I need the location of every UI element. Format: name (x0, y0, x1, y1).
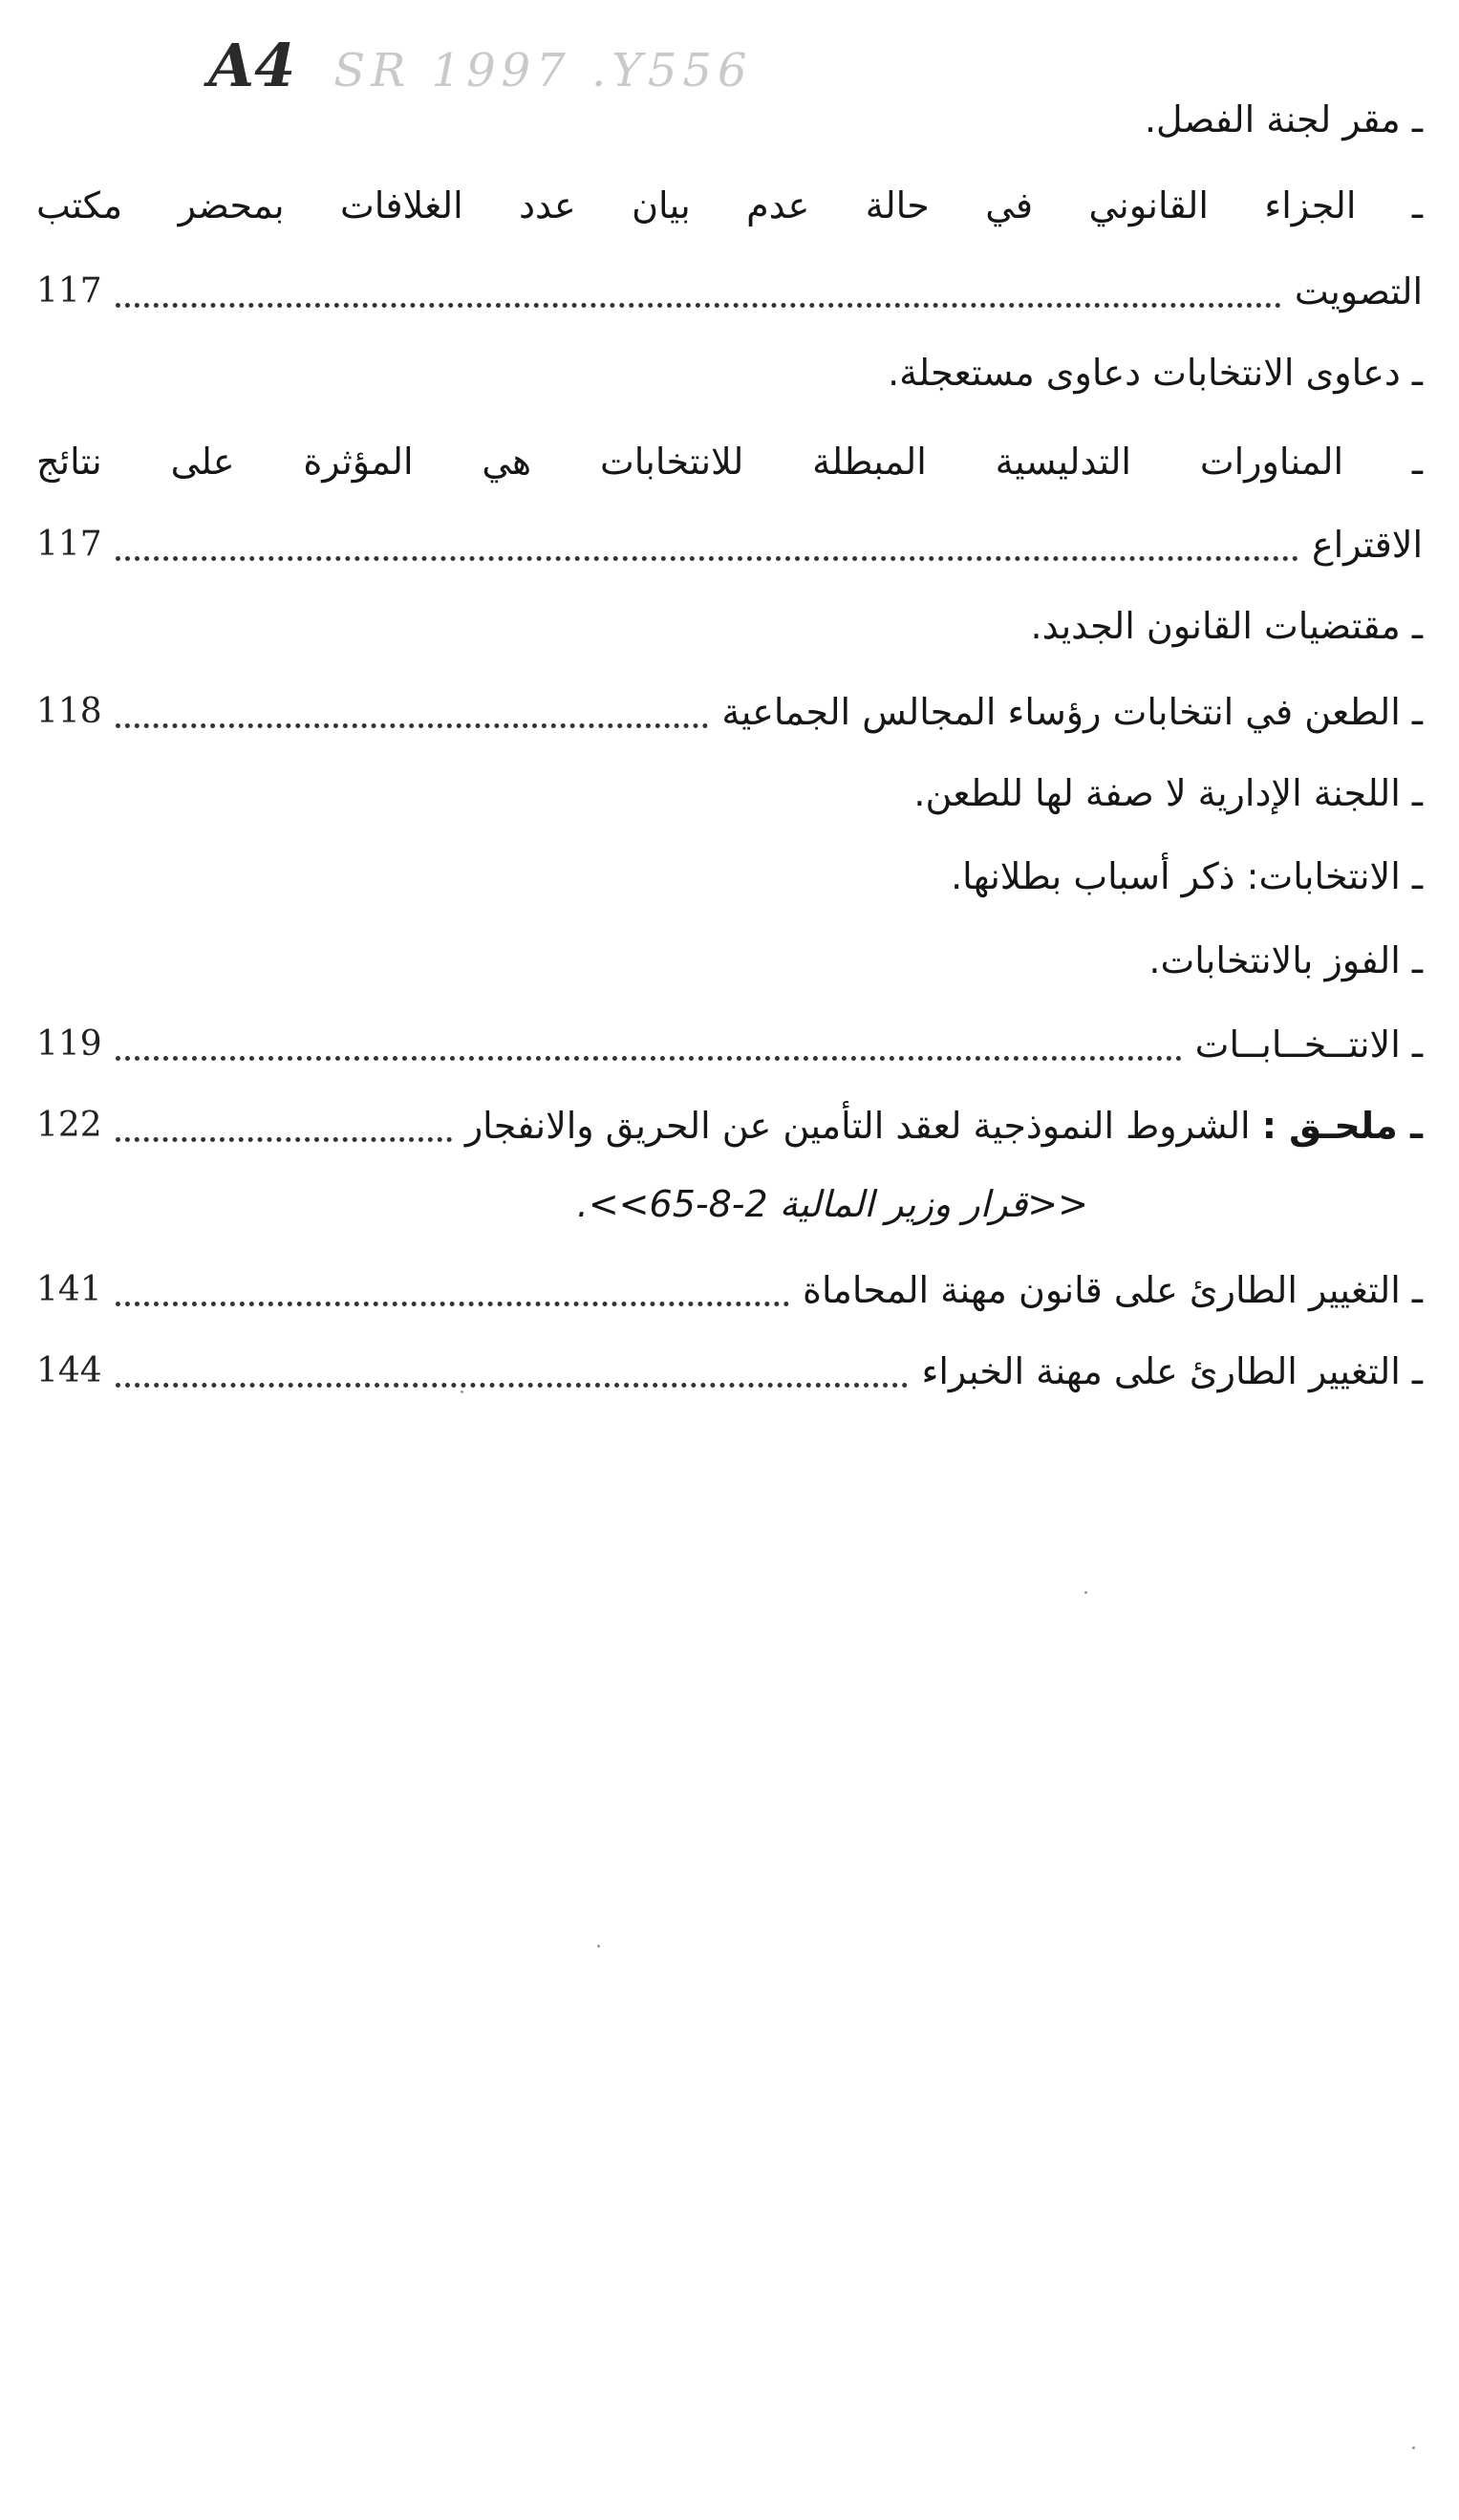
scan-speck (1084, 1591, 1087, 1594)
toc-entry-text: ـ الجزاء القانوني في حالة عدم بيان عدد الغلافات بمحضر مكتب (36, 184, 1423, 226)
appendix-label: ـ ملحـق : (1261, 1105, 1423, 1147)
toc-entry-text (465, 1092, 1423, 1159)
dot-leader (116, 1056, 1182, 1061)
toc-entry-text: ـ الانتــخــابــات (1194, 1023, 1423, 1066)
toc-entry-text: ـ دعاوى الانتخابات دعاوى مستعجلة. (888, 352, 1423, 394)
decree-reference: <<قرار وزير المالية 2-8-65>>. (576, 1183, 1088, 1225)
toc-entry-text: ـ المناورات التدليسية المبطلة للانتخابات هي المؤثرة على نتائج (36, 441, 1423, 483)
toc-entry (36, 1257, 1423, 1324)
toc-entry-continuation (36, 258, 1423, 325)
toc-entry (36, 760, 1423, 827)
toc-entry (36, 927, 1423, 994)
toc-entry-text: الاقتراع (1311, 524, 1423, 566)
toc-entry-text: ـ الانتخابات: ذكر أسباب بطلانها. (951, 855, 1423, 897)
toc-entry-continuation (36, 511, 1423, 578)
toc-entry-text: ـ اللجنة الإدارية لا صفة لها للطعن. (913, 772, 1423, 814)
toc-entry (36, 1338, 1423, 1405)
dot-leader (116, 556, 1298, 561)
page-number: 144 (36, 1351, 102, 1390)
toc-entry (36, 843, 1423, 910)
toc-entry-text: ـ مقر لجنة الفصل. (1144, 98, 1423, 140)
toc-entry-text: ـ التغيير الطارئ على قانون مهنة المحاماة (803, 1269, 1423, 1311)
page-number: 117 (36, 525, 102, 564)
appendix-title: الشروط النموذجية لعقد التأمين عن الحريق والانفجار (464, 1105, 1251, 1147)
dot-leader (116, 1302, 789, 1306)
scan-speck (1412, 2446, 1415, 2449)
toc-entry-text: التصويت (1294, 270, 1423, 312)
page-number: 119 (36, 1024, 102, 1064)
stamp-mark: A4 (208, 31, 296, 100)
toc-entry (36, 1092, 1423, 1159)
toc-entry (36, 678, 1423, 745)
toc-entry-text: ـ الفوز بالانتخابات. (1148, 939, 1423, 981)
toc-entry (36, 592, 1423, 659)
toc-entry (36, 172, 1423, 239)
scan-speck (461, 1390, 463, 1393)
dot-leader (116, 1137, 452, 1142)
dot-leader (116, 723, 709, 728)
toc-entry (36, 1011, 1423, 1078)
toc-entry (36, 86, 1423, 153)
dot-leader (116, 303, 1281, 308)
toc-entry-text: ـ مقتضيات القانون الجديد. (1030, 605, 1423, 647)
page-number: 122 (36, 1106, 102, 1145)
page-number: 141 (36, 1270, 102, 1309)
toc-entry-text: ـ التغيير الطارئ على مهنة الخبراء (921, 1350, 1423, 1392)
scan-speck (597, 1945, 600, 1948)
toc-entry-text: ـ الطعن في انتخابات رؤساء المجالس الجماعية (721, 691, 1423, 733)
toc-entry (36, 428, 1423, 495)
page-number: 118 (36, 692, 102, 731)
dot-leader (116, 1383, 909, 1388)
page-number: 117 (36, 271, 102, 311)
toc-entry (36, 339, 1423, 406)
stamp-call-number: SR 1997 .Y556 (333, 44, 753, 97)
toc-note (577, 1171, 1088, 1238)
